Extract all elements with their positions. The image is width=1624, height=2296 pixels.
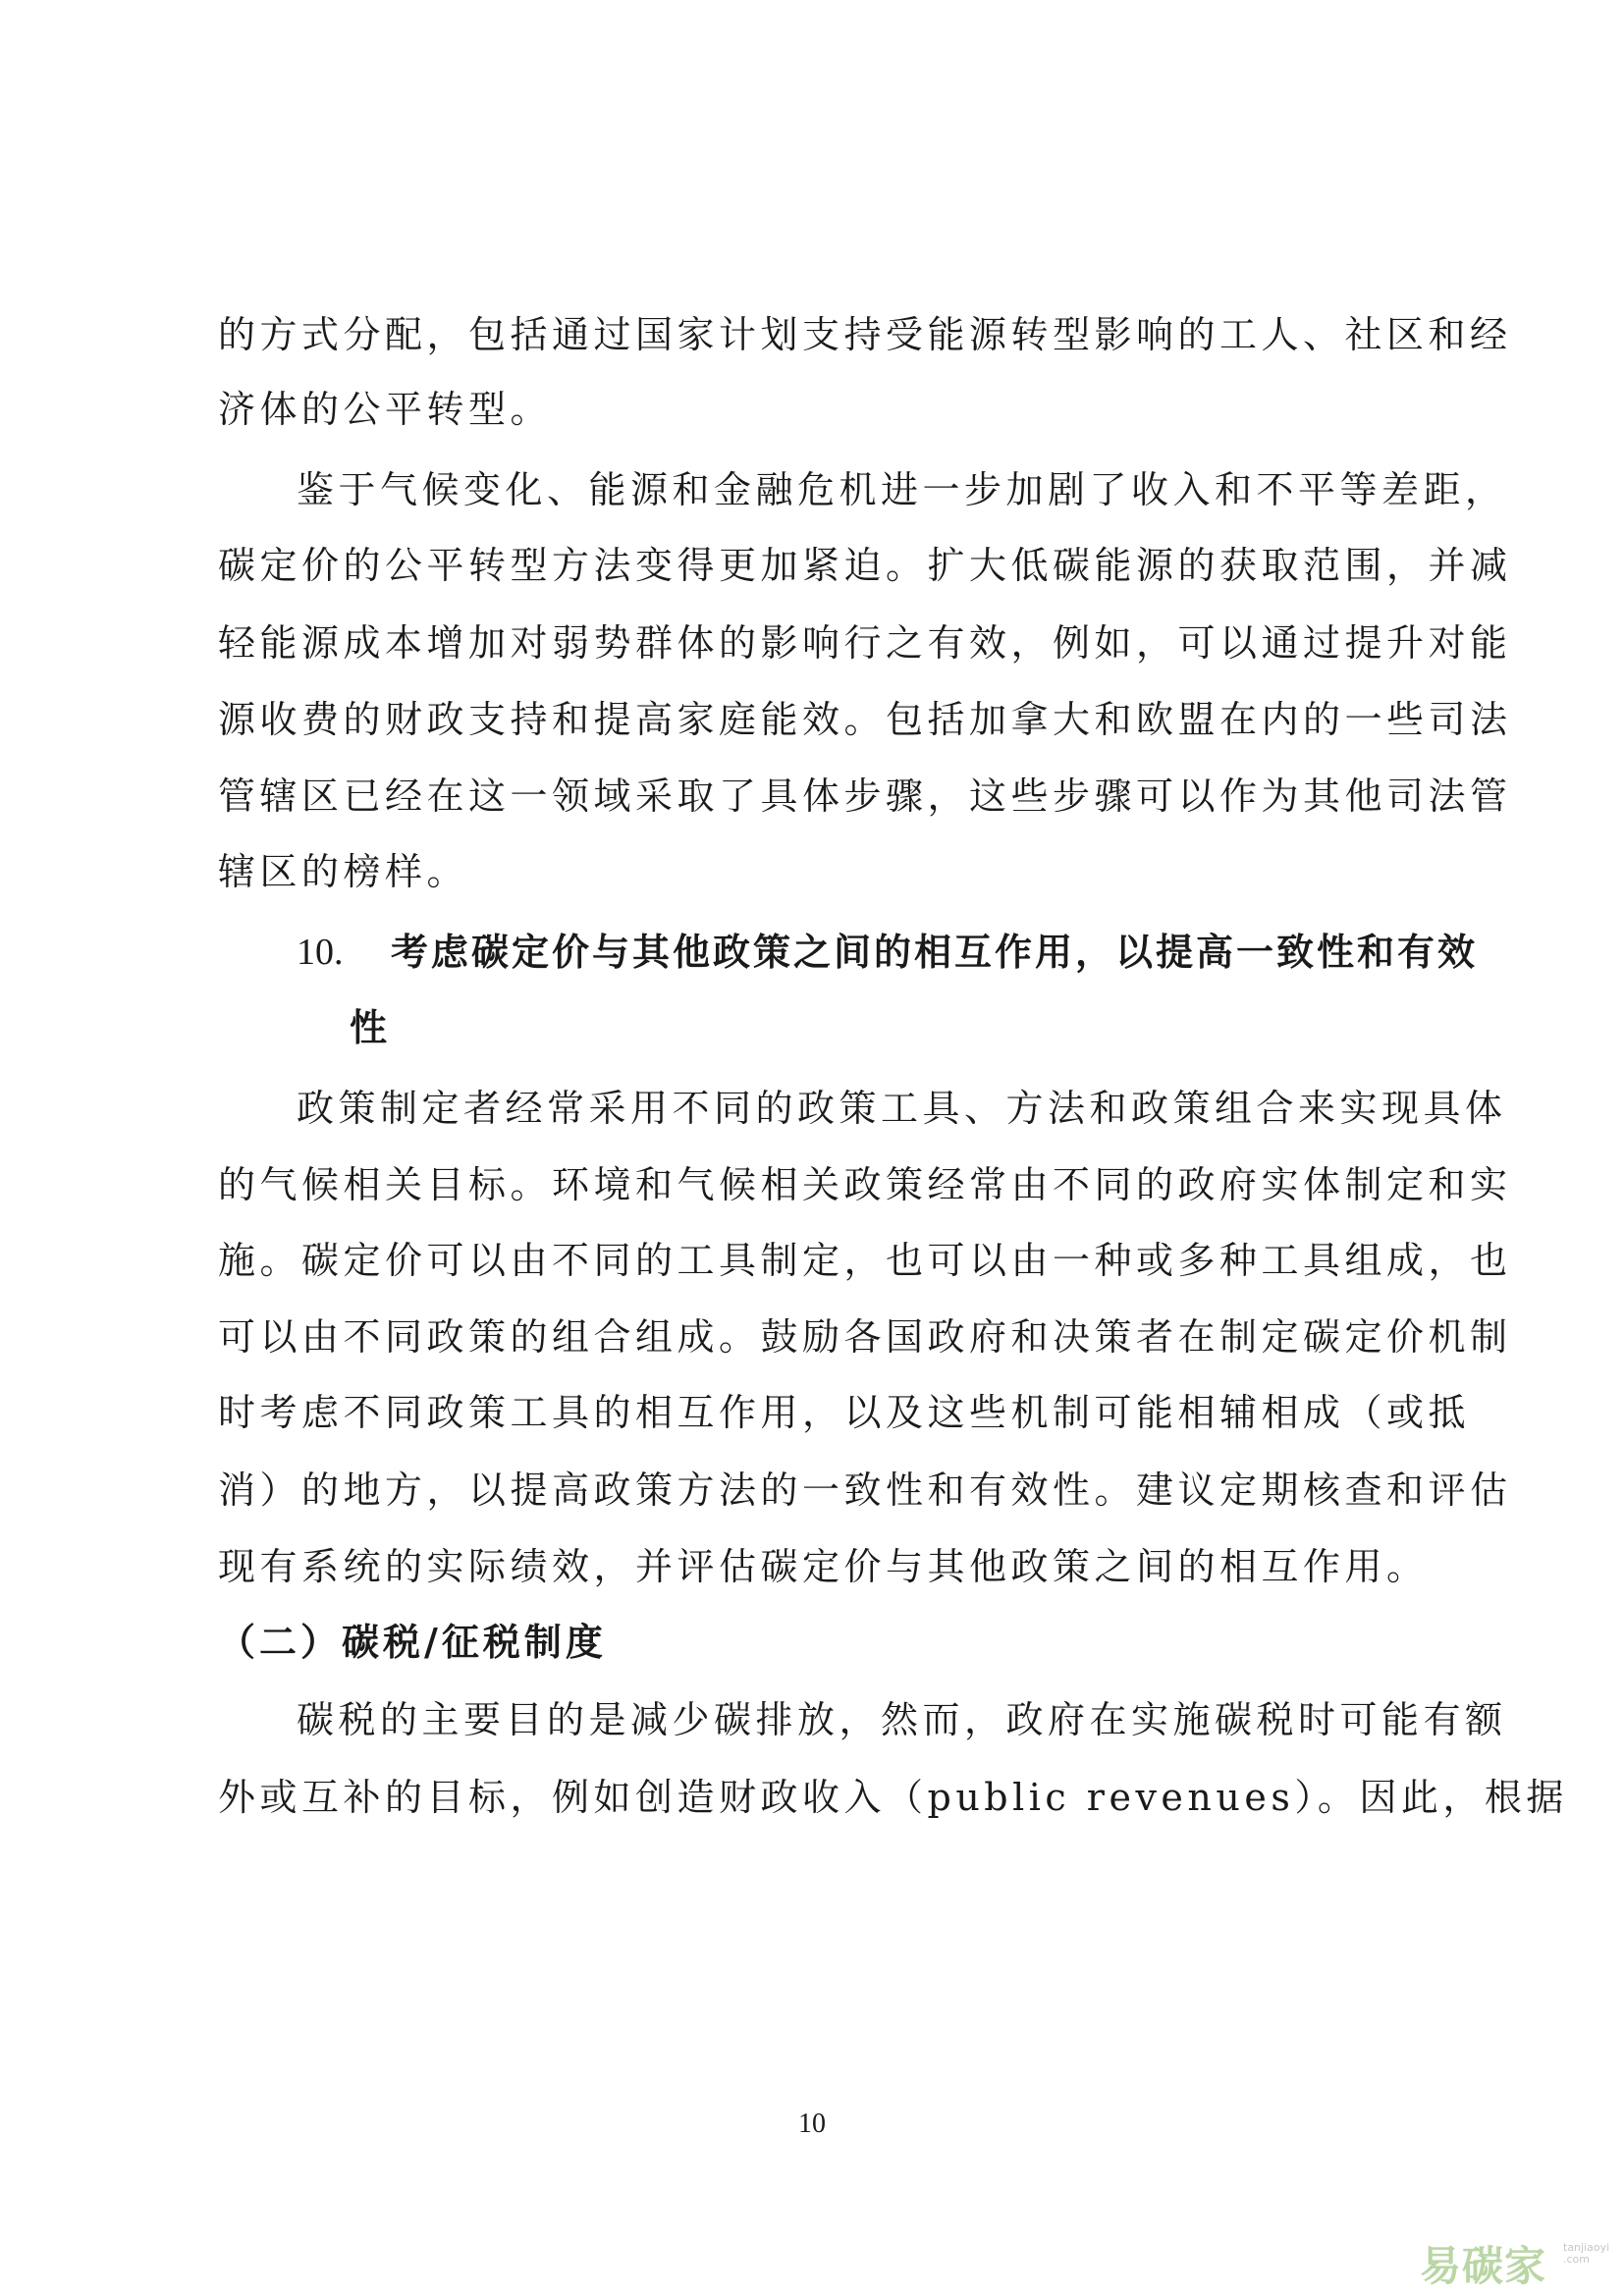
body-line: 外或互补的目标，例如创造财政收入（public revenues）。因此，根据 — [218, 1776, 1568, 1819]
body-line: 辖区的榜样。 — [218, 850, 469, 893]
body-line: 施。碳定价可以由不同的工具制定，也可以由一种或多种工具组成，也 — [218, 1239, 1512, 1282]
watermark-logo — [1414, 2220, 1620, 2289]
body-line: 的方式分配，包括通过国家计划支持受能源转型影响的工人、社区和经 — [218, 313, 1512, 356]
body-line: 管辖区已经在这一领域采取了具体步骤，这些步骤可以作为其他司法管 — [218, 774, 1512, 818]
body-line: 轻能源成本增加对弱势群体的影响行之有效，例如，可以通过提升对能 — [218, 621, 1512, 665]
body-line: 政策制定者经常采用不同的政策工具、方法和政策组合来实现具体 — [297, 1087, 1507, 1130]
watermark-sub1: tanjiaoyi — [1563, 2241, 1610, 2254]
body-line: 消）的地方，以提高政策方法的一致性和有效性。建议定期核查和评估 — [218, 1468, 1512, 1512]
page-number: 10 — [798, 2109, 826, 2139]
body-line: 碳税的主要目的是减少碳排放，然而，政府在实施碳税时可能有额 — [297, 1698, 1507, 1741]
heading-title-line1: 考虑碳定价与其他政策之间的相互作用，以提高一致性和有效 — [391, 931, 1479, 974]
body-line: 碳定价的公平转型方法变得更加紧迫。扩大低碳能源的获取范围，并减 — [218, 544, 1512, 587]
body-line: 现有系统的实际绩效，并评估碳定价与其他政策之间的相互作用。 — [218, 1545, 1429, 1588]
body-line: 时考虑不同政策工具的相互作用，以及这些机制可能相辅相成（或抵 — [218, 1391, 1471, 1434]
heading-title-line2: 性 — [350, 1006, 392, 1049]
watermark-subtext — [1563, 2242, 1609, 2266]
watermark-sub2: .com — [1563, 2253, 1590, 2267]
watermark-text: 易碳家 — [1420, 2242, 1547, 2290]
body-line: 可以由不同政策的组合组成。鼓励各国政府和决策者在制定碳定价机制 — [218, 1315, 1512, 1359]
heading-number: 10. — [297, 932, 344, 973]
body-line: 源收费的财政支持和提高家庭能效。包括加拿大和欧盟在内的一些司法 — [218, 698, 1512, 741]
body-line: 的气候相关目标。环境和气候相关政策经常由不同的政府实体制定和实 — [218, 1163, 1512, 1206]
section-heading: （二）碳税/征税制度 — [218, 1621, 607, 1664]
body-line: 鉴于气候变化、能源和金融危机进一步加剧了收入和不平等差距， — [297, 468, 1507, 511]
body-line: 济体的公平转型。 — [218, 388, 553, 431]
